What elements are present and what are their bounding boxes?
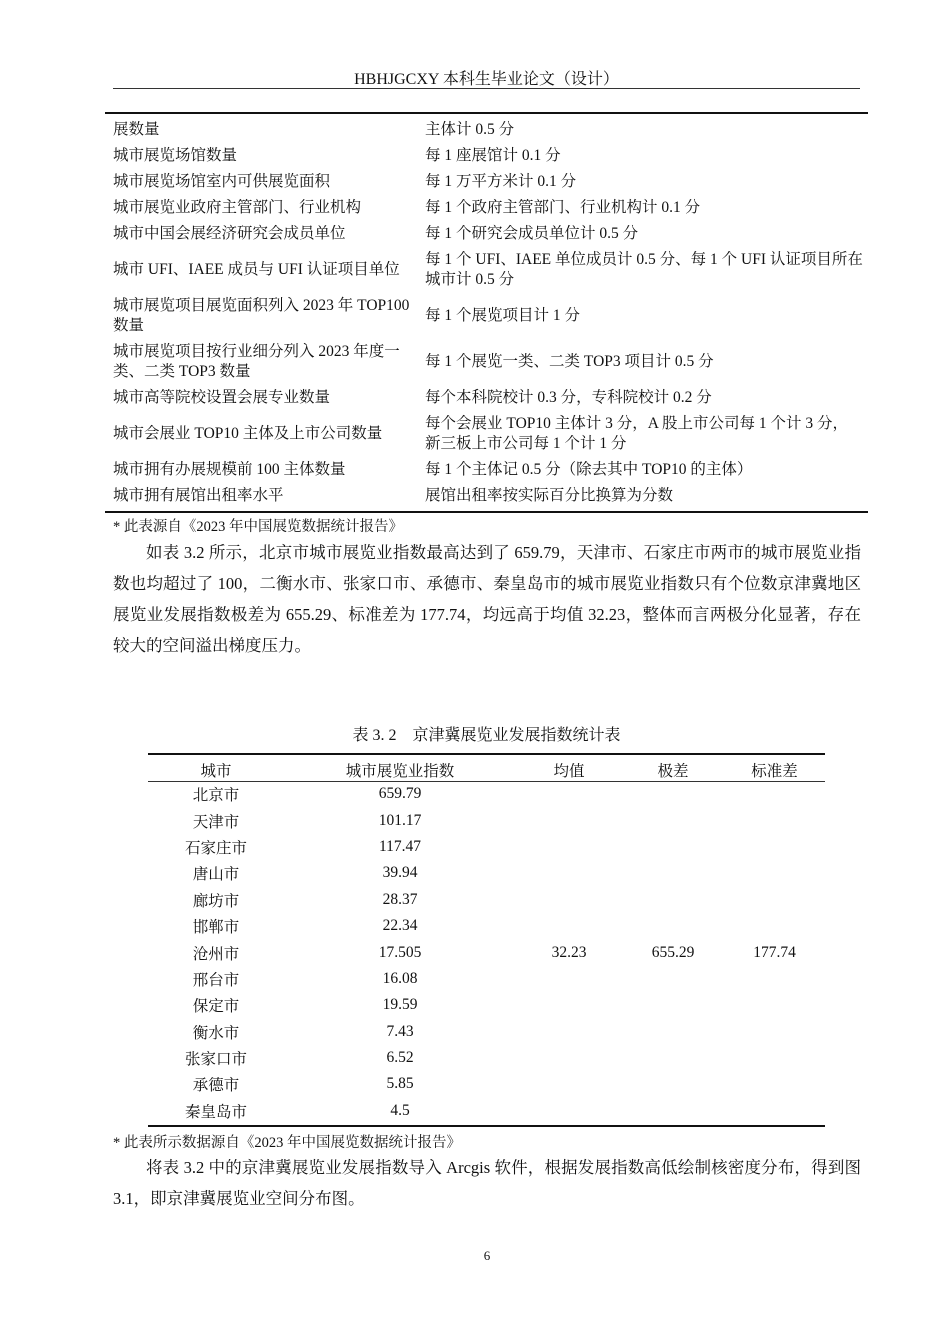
city-cell: 承德市	[192, 1077, 240, 1095]
page-number: 6	[483, 1248, 491, 1263]
table-row	[113, 143, 863, 169]
criterion-cell: 展数量	[113, 121, 160, 138]
city-cell: 沧州市	[192, 945, 240, 963]
city-cell: 衡水市	[192, 1024, 240, 1042]
table2-bottom-rule	[148, 1125, 825, 1127]
col-header-std: 标准差	[751, 763, 798, 780]
criterion-cell: 城市中国会展经济研究会成员单位	[113, 225, 346, 242]
scoring-rule-cell: 每 1 个研究会成员单位计 0.5 分	[425, 225, 639, 242]
criterion-cell: 城市展览场馆数量	[113, 147, 238, 164]
city-cell: 北京市	[192, 787, 240, 805]
criterion-cell: 城市会展业 TOP10 主体及上市公司数量	[113, 425, 383, 442]
std-cell: 177.74	[753, 943, 796, 961]
table-row	[113, 411, 863, 457]
index-cell: 28.37	[382, 890, 418, 908]
index-cell: 4.5	[390, 1101, 410, 1119]
scoring-rule-cell: 每 1 个展览项目计 1 分	[425, 307, 581, 324]
index-cell: 16.08	[382, 969, 418, 987]
index-cell: 659.79	[378, 785, 422, 803]
index-cell: 19.59	[382, 996, 418, 1014]
index-cell: 22.34	[382, 917, 418, 935]
city-cell: 张家口市	[184, 1051, 247, 1069]
table-row	[113, 457, 863, 483]
table-row	[113, 195, 863, 221]
scoring-rule-cell: 每个本科院校计 0.3 分，专科院校计 0.2 分	[425, 389, 712, 406]
running-header: HBHJGCXY 本科生毕业论文（设计）	[354, 71, 619, 88]
index-cell: 117.47	[378, 837, 422, 855]
scoring-rule-cell: 主体计 0.5 分	[425, 121, 515, 138]
col-header-range: 极差	[657, 763, 689, 780]
table-row	[148, 781, 825, 807]
scoring-rule-cell: 每 1 座展馆计 0.1 分	[425, 147, 561, 164]
table2-top-rule	[148, 753, 825, 755]
mean-cell: 32.23	[551, 943, 587, 961]
table-row	[113, 169, 863, 195]
table1-top-rule	[105, 112, 868, 114]
city-cell: 天津市	[192, 813, 240, 831]
scoring-rule-cell: 每 1 个 UFI、IAEE 单位成员计 0.5 分、每 1 个 UFI 认证项目所在城市计 0.5 分	[425, 251, 863, 288]
scoring-rule-cell: 每 1 个主体记 0.5 分（除去其中 TOP10 的主体）	[425, 461, 753, 478]
index-cell: 39.94	[382, 864, 418, 882]
criterion-cell: 城市展览项目展览面积列入 2023 年 TOP100 数量	[113, 297, 410, 334]
table-row	[113, 339, 863, 385]
table2-caption: 表 3. 2 京津冀展览业发展指数统计表	[352, 727, 621, 744]
table1-note: * 此表源自《2023 年中国展览数据统计报告》	[113, 519, 403, 535]
header-rule	[113, 88, 860, 89]
index-cell: 5.85	[386, 1075, 414, 1093]
table-row	[113, 385, 863, 411]
city-cell: 唐山市	[192, 866, 240, 884]
index-cell: 6.52	[386, 1049, 414, 1067]
criterion-cell: 城市展览业政府主管部门、行业机构	[113, 199, 362, 216]
scoring-table	[113, 117, 863, 509]
col-header-mean: 均值	[553, 763, 585, 780]
index-cell: 101.17	[378, 811, 422, 829]
index-cell: 7.43	[386, 1022, 414, 1040]
city-cell: 邯郸市	[192, 919, 240, 937]
city-cell: 邢台市	[192, 971, 240, 989]
scoring-rule-cell: 展馆出租率按实际百分比换算为分数	[425, 487, 674, 504]
scoring-rule-cell: 每 1 万平方米计 0.1 分	[425, 173, 577, 190]
body-paragraph-2: 将表 3.2 中的京津冀展览业发展指数导入 Arcgis 软件，根据发展指数高低绘制核密度分布，得到图 3.1，即京津冀展览业空间分布图。	[113, 1158, 861, 1208]
scoring-rule-cell: 每 1 个展览一类、二类 TOP3 项目计 0.5 分	[425, 353, 714, 370]
range-cell: 655.29	[651, 943, 695, 961]
city-cell: 保定市	[192, 998, 240, 1016]
criterion-cell: 城市展览项目按行业细分列入 2023 年度一类、二类 TOP3 数量	[113, 343, 400, 380]
table-row	[113, 247, 863, 293]
city-cell: 廊坊市	[192, 892, 240, 910]
table-row	[113, 221, 863, 247]
body-paragraph: 如表 3.2 所示，北京市城市展览业指数最高达到了 659.79，天津市、石家庄市两市的城市展览业指数也均超过了 100，二衡水市、张家口市、承德市、秦皇岛市的城市展览业指数只有个位数京津冀地区展览业发展指数极差为 655.29、标准差为 177.74，均远高于均值 32.23，整体而言两极分化显著，存在较大的空间溢出梯度压力。	[113, 543, 861, 655]
city-cell: 秦皇岛市	[184, 1103, 247, 1121]
table2-note: * 此表所示数据源自《2023 年中国展览数据统计报告》	[113, 1135, 461, 1151]
table-row	[113, 483, 863, 509]
city-cell: 石家庄市	[184, 839, 247, 857]
scoring-rule-cell: 每 1 个政府主管部门、行业机构计 0.1 分	[425, 199, 701, 216]
criterion-cell: 城市高等院校设置会展专业数量	[113, 389, 331, 406]
col-header-index: 城市展览业指数	[345, 763, 455, 780]
criterion-cell: 城市拥有办展规模前 100 主体数量	[113, 461, 346, 478]
index-cell: 17.505	[378, 943, 422, 961]
criterion-cell: 城市 UFI、IAEE 成员与 UFI 认证项目单位	[113, 261, 400, 278]
table-row	[113, 293, 863, 339]
scoring-rule-cell: 每个会展业 TOP10 主体计 3 分，A 股上市公司每 1 个计 3 分，新三板上市公司每 1 个计 1 分	[425, 415, 848, 452]
criterion-cell: 城市拥有展馆出租率水平	[113, 487, 284, 504]
col-header-city: 城市	[200, 763, 232, 780]
criterion-cell: 城市展览场馆室内可供展览面积	[113, 173, 331, 190]
table1-bottom-rule	[105, 511, 868, 513]
table-row	[113, 117, 863, 143]
index-table	[148, 759, 825, 1124]
